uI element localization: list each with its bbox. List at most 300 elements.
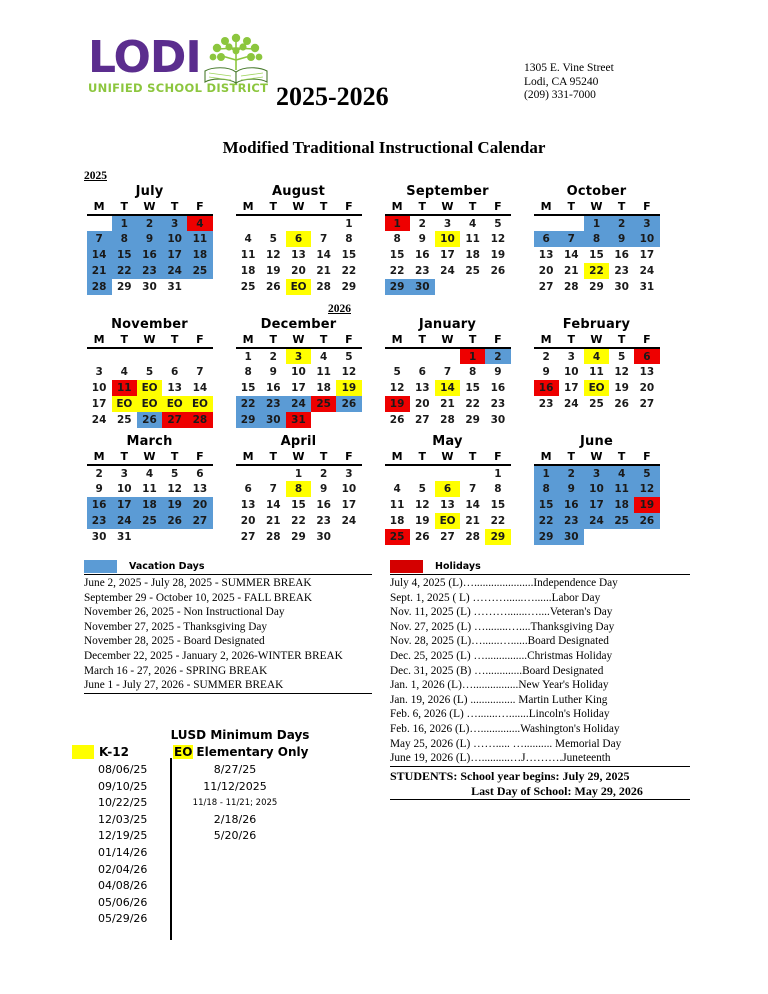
day-cell: 3 (162, 215, 187, 231)
day-cell: 9 (269, 366, 277, 378)
month-table (87, 333, 213, 428)
day-cell: 23 (87, 513, 112, 529)
month-name: February (562, 317, 631, 332)
weekday-header-2: W (590, 200, 603, 213)
day-cell: 26 (614, 398, 629, 410)
day-cell: 22 (465, 398, 480, 410)
weekday-header-4: F (196, 450, 204, 463)
address-street: 1305 E. Vine Street (524, 62, 614, 74)
weekday-header-0: M (242, 450, 254, 463)
week-row (534, 279, 660, 295)
day-cell-empty (162, 348, 187, 364)
minimum-days-divider (170, 758, 172, 940)
weekday-header-1: T (269, 450, 278, 463)
address-city: Lodi, CA 95240 (524, 75, 599, 88)
day-cell: 29 (589, 281, 604, 293)
day-cell: 13 (639, 366, 655, 378)
day-cell: 12 (634, 481, 659, 497)
day-cell: 8 (286, 481, 311, 497)
week-row (385, 465, 511, 481)
holiday-legend-item: Jan. 1, 2026 (L)…................New Year's Holiday (390, 679, 609, 692)
weekday-header-4: F (196, 200, 204, 213)
day-cell: 9 (320, 483, 328, 495)
weekday-header-0: M (391, 450, 403, 463)
day-cell: 23 (137, 263, 162, 279)
school-year-title: 2025-2026 (276, 82, 389, 111)
day-cell: 21 (316, 265, 331, 277)
day-cell-empty (485, 279, 510, 295)
day-cell: 14 (563, 249, 579, 261)
k12-date-item: 05/29/26 (98, 912, 148, 926)
day-cell-empty (137, 348, 162, 364)
day-cell: 28 (87, 279, 112, 295)
day-cell: 8 (393, 233, 401, 245)
week-row (385, 396, 511, 412)
weekday-header-4: F (345, 333, 353, 346)
day-cell-empty (534, 412, 559, 428)
day-cell: 13 (291, 249, 306, 261)
day-cell: 26 (336, 396, 361, 412)
day-cell-empty (187, 348, 212, 364)
day-cell: 16 (316, 499, 331, 511)
weekday-header-4: F (494, 450, 502, 463)
day-cell: 18 (389, 515, 405, 527)
day-cell: 23 (614, 265, 629, 277)
day-cell: 31 (116, 531, 132, 543)
students-note-line2: Last Day of School: May 29, 2026 (471, 783, 643, 798)
day-cell: 22 (112, 263, 137, 279)
holidays-divider (390, 574, 690, 575)
day-cell: 3 (634, 215, 659, 231)
day-cell: 27 (162, 412, 187, 428)
day-cell: 18 (137, 497, 162, 513)
month-name: November (111, 317, 188, 332)
week-row (236, 412, 362, 428)
day-cell: 19 (385, 396, 410, 412)
month-name: April (280, 434, 317, 449)
holiday-legend-item: Sept. 1, 2025 ( L) ………......…......Labor Day (390, 591, 601, 604)
eo-date-item: 2/18/26 (213, 812, 257, 826)
day-cell: 12 (389, 382, 405, 394)
day-cell-empty (137, 529, 162, 545)
holiday-legend-item: Nov. 11, 2025 (L) ……….......…....Veteran's Day (390, 606, 613, 619)
district-logo (88, 32, 278, 102)
holiday-legend-item: May 25, 2026 (L) ……..... ….......... Memorial Day (390, 737, 622, 750)
day-cell-empty (584, 529, 609, 545)
day-cell: 30 (410, 279, 435, 295)
day-cell: 7 (196, 366, 204, 378)
year-label-row-1 (84, 170, 738, 184)
day-cell: 29 (485, 529, 510, 545)
day-cell: 25 (609, 513, 634, 529)
day-cell-empty (87, 348, 112, 364)
week-row (236, 263, 362, 279)
day-cell: 19 (634, 497, 659, 513)
day-cell: 5 (494, 218, 502, 230)
holiday-color-swatch (390, 560, 423, 573)
day-cell: 7 (320, 233, 328, 245)
day-cell: 2 (542, 351, 550, 363)
weekday-header-1: T (418, 200, 427, 213)
day-cell: EO (112, 396, 137, 412)
eo-date-item: 5/20/26 (213, 829, 257, 843)
day-cell: 16 (614, 249, 629, 261)
day-cell: 7 (559, 231, 584, 247)
day-cell: 30 (261, 412, 286, 428)
day-cell: 11 (112, 380, 137, 396)
week-row (534, 497, 660, 513)
day-cell: 8 (469, 366, 477, 378)
vacation-legend-title: Vacation Days (129, 560, 205, 572)
day-cell: 1 (244, 351, 252, 363)
day-cell: 5 (145, 366, 154, 378)
week-row (236, 231, 362, 247)
day-cell: 29 (116, 281, 132, 293)
weekday-header-3: T (319, 333, 328, 346)
month-name: September (406, 184, 489, 199)
week-row (534, 380, 660, 396)
day-cell: 5 (345, 351, 353, 363)
day-cell: 3 (567, 351, 575, 363)
day-cell: 30 (490, 414, 506, 426)
month-table (385, 333, 511, 428)
day-cell: 30 (559, 529, 584, 545)
day-cell: 8 (112, 231, 137, 247)
weekday-header-4: F (643, 450, 651, 463)
month-name: June (580, 434, 613, 449)
day-cell: EO (137, 396, 162, 412)
day-cell: EO (286, 279, 311, 295)
day-cell: 25 (311, 396, 336, 412)
holiday-legend-item: July 4, 2025 (L)….....................Independence Day (390, 577, 618, 589)
weekday-header-4: F (643, 333, 651, 346)
day-cell: 3 (443, 218, 452, 230)
day-cell: 2 (609, 215, 634, 231)
holiday-legend-item: Feb. 16, 2026 (L)…..............Washington's Holiday (390, 722, 620, 735)
day-cell: 22 (341, 265, 357, 277)
week-row (534, 513, 660, 529)
day-cell: 23 (316, 515, 331, 527)
weekday-header-1: T (269, 333, 278, 346)
day-cell: 3 (120, 468, 128, 480)
day-cell: 10 (162, 231, 187, 247)
day-cell: 2 (559, 465, 584, 481)
day-cell: 22 (584, 263, 609, 279)
day-cell: 20 (187, 497, 212, 513)
weekday-header-3: T (319, 200, 328, 213)
month-name: May (432, 434, 463, 449)
weekday-header-3: T (170, 200, 179, 213)
month-table (385, 450, 511, 545)
year-label-2025: 2025 (84, 170, 107, 182)
week-row (385, 263, 511, 279)
page-title: Modified Traditional Instructional Calendar (222, 138, 546, 157)
week-row (385, 497, 511, 513)
week-row (87, 465, 213, 481)
day-cell: 15 (589, 249, 604, 261)
day-cell: 17 (639, 249, 655, 261)
month-row-3 (84, 434, 738, 545)
day-cell: 9 (137, 231, 162, 247)
month-table (236, 200, 362, 295)
weekday-header-1: T (567, 333, 576, 346)
weekday-header-0: M (93, 333, 105, 346)
day-cell: 26 (137, 412, 162, 428)
eo-date-item: 11/12/2025 (203, 779, 267, 793)
day-cell: 20 (291, 265, 306, 277)
day-cell: EO (162, 396, 187, 412)
day-cell: 12 (167, 483, 182, 495)
day-cell: 2 (320, 468, 328, 480)
day-cell: 4 (120, 366, 128, 378)
week-row (87, 412, 213, 428)
day-cell-empty (634, 529, 659, 545)
month-name: July (135, 184, 164, 199)
day-cell: 4 (584, 348, 609, 364)
day-cell-empty (435, 279, 460, 295)
students-note (390, 767, 690, 800)
weekday-header-1: T (120, 200, 129, 213)
day-cell: 11 (389, 499, 405, 511)
weekday-header-0: M (93, 450, 105, 463)
weekday-header-2: W (143, 333, 156, 346)
holiday-legend-item: Dec. 31, 2025 (B) ….............Board Designated (390, 664, 604, 677)
day-cell: 11 (316, 366, 331, 378)
day-cell: 13 (440, 499, 455, 511)
k12-date-item: 08/06/25 (98, 763, 148, 776)
day-cell: 8 (584, 231, 609, 247)
day-cell: 28 (316, 281, 331, 293)
week-row (87, 247, 213, 263)
day-cell: 13 (167, 382, 182, 394)
day-cell: 2 (418, 218, 426, 230)
day-cell: 30 (91, 531, 107, 543)
week-row (385, 247, 511, 263)
month-table (236, 333, 362, 428)
holiday-legend-item: Dec. 25, 2025 (L) …...............Christmas Holiday (390, 649, 613, 662)
day-cell: 20 (538, 265, 554, 277)
weekday-header-1: T (567, 200, 576, 213)
day-cell: 6 (534, 231, 559, 247)
day-cell: 17 (162, 247, 187, 263)
vacation-legend-header (84, 559, 372, 573)
year-label-row-2 (84, 303, 738, 317)
day-cell: 27 (240, 531, 256, 543)
month-block-july (84, 184, 215, 295)
day-cell: 16 (87, 497, 112, 513)
day-cell: 1 (494, 468, 502, 480)
day-cell: 16 (137, 247, 162, 263)
day-cell: 5 (171, 468, 179, 480)
vacation-color-swatch (84, 560, 117, 573)
week-row (236, 481, 362, 497)
week-row (236, 465, 362, 481)
month-name: January (418, 317, 477, 332)
week-row (87, 380, 213, 396)
day-cell: 24 (162, 263, 187, 279)
day-cell: 24 (563, 398, 579, 410)
day-cell: 21 (465, 515, 480, 527)
week-row (87, 396, 213, 412)
weekday-header-2: W (590, 333, 603, 346)
weekday-header-1: T (269, 200, 278, 213)
k12-date-item: 01/14/26 (98, 845, 148, 859)
day-cell: 10 (341, 483, 357, 495)
eo-date-list (180, 762, 290, 845)
day-cell: 17 (112, 497, 137, 513)
day-cell: 22 (291, 515, 306, 527)
weekday-header-1: T (418, 333, 427, 346)
day-cell: 22 (389, 265, 405, 277)
day-cell: 15 (534, 497, 559, 513)
day-cell: 31 (286, 412, 311, 428)
week-row (87, 481, 213, 497)
week-row (534, 348, 660, 364)
week-row (87, 263, 213, 279)
day-cell-empty (559, 412, 584, 428)
day-cell: 9 (559, 481, 584, 497)
month-row-2 (84, 317, 738, 428)
day-cell: 15 (291, 499, 306, 511)
minimum-days-columns (70, 744, 370, 939)
day-cell-empty (634, 412, 659, 428)
day-cell: 21 (440, 398, 455, 410)
day-cell: 6 (634, 348, 659, 364)
eo-date-item: 8/27/25 (213, 763, 257, 776)
week-row (87, 215, 213, 231)
day-cell: EO (435, 513, 460, 529)
month-name: December (260, 317, 337, 332)
weekday-header-4: F (643, 200, 651, 213)
holiday-legend-item: Nov. 28, 2025 (L)…......…......Board Designated (390, 635, 609, 648)
day-cell: 18 (465, 249, 480, 261)
week-row (87, 529, 213, 545)
month-table (385, 200, 511, 295)
day-cell-empty (187, 529, 212, 545)
week-row (236, 364, 362, 380)
month-row-1 (84, 184, 738, 295)
day-cell: 4 (320, 351, 328, 363)
day-cell: 24 (440, 265, 455, 277)
day-cell: 26 (162, 513, 187, 529)
day-cell: 21 (87, 263, 112, 279)
day-cell: 14 (192, 382, 208, 394)
day-cell: 19 (162, 497, 187, 513)
weekday-header-0: M (391, 333, 403, 346)
week-row (385, 513, 511, 529)
day-cell-empty (187, 279, 212, 295)
day-cell: 25 (465, 265, 480, 277)
day-cell-empty (609, 412, 634, 428)
day-cell: 7 (469, 483, 477, 495)
tree-book-icon (200, 32, 272, 92)
page-header (0, 0, 768, 120)
month-table (534, 333, 660, 428)
day-cell: 4 (609, 465, 634, 481)
day-cell: 19 (265, 265, 281, 277)
day-cell: 23 (559, 513, 584, 529)
day-cell: 25 (116, 414, 132, 426)
month-block-march (84, 434, 215, 545)
day-cell: 3 (584, 465, 609, 481)
week-row (236, 279, 362, 295)
weekday-header-0: M (540, 200, 552, 213)
vacation-legend-item: November 27, 2025 - Thanksgiving Day (84, 620, 268, 633)
day-cell: 11 (609, 481, 634, 497)
day-cell: 2 (485, 348, 510, 364)
day-cell: 13 (538, 249, 554, 261)
holidays-legend-title: Holidays (435, 560, 481, 572)
day-cell: 8 (244, 366, 252, 378)
week-row (87, 497, 213, 513)
day-cell: 26 (389, 414, 405, 426)
day-cell: 3 (345, 468, 353, 480)
day-cell: 24 (584, 513, 609, 529)
week-row (236, 497, 362, 513)
week-row (385, 481, 511, 497)
day-cell: 11 (187, 231, 212, 247)
week-row (385, 364, 511, 380)
month-block-november (84, 317, 215, 428)
district-address (524, 62, 614, 103)
day-cell: 26 (634, 513, 659, 529)
holiday-legend-item: Feb. 6, 2026 (L) ….......….......Lincoln's Holiday (390, 708, 610, 721)
day-cell: 5 (418, 483, 426, 495)
day-cell: 25 (240, 281, 256, 293)
day-cell: 22 (490, 515, 506, 527)
day-cell-empty (534, 215, 559, 231)
logo-tagline: UNIFIED SCHOOL DISTRICT (88, 81, 269, 95)
day-cell: 14 (265, 499, 281, 511)
day-cell: 21 (265, 515, 281, 527)
day-cell: 25 (385, 529, 410, 545)
week-row (534, 247, 660, 263)
day-cell: 10 (584, 481, 609, 497)
month-block-january (382, 317, 513, 428)
day-cell: 23 (414, 265, 430, 277)
logo-wordmark: LODI (88, 32, 201, 83)
day-cell: 6 (286, 231, 311, 247)
weekday-header-0: M (540, 333, 552, 346)
week-row (236, 513, 362, 529)
week-row (534, 396, 660, 412)
day-cell: 4 (145, 468, 154, 480)
day-cell: 17 (584, 497, 609, 513)
week-row (236, 348, 362, 364)
day-cell: 18 (316, 382, 331, 394)
day-cell: 7 (443, 366, 452, 378)
day-cell: 8 (345, 233, 353, 245)
day-cell: 13 (240, 499, 256, 511)
weekday-header-4: F (196, 333, 204, 346)
day-cell: 17 (563, 382, 579, 394)
day-cell: 24 (286, 396, 311, 412)
week-row (87, 231, 213, 247)
day-cell: 5 (634, 465, 659, 481)
week-row (385, 231, 511, 247)
week-row (236, 396, 362, 412)
day-cell: 4 (469, 218, 477, 230)
day-cell: 1 (584, 215, 609, 231)
day-cell: 30 (142, 281, 157, 293)
day-cell: 15 (490, 499, 506, 511)
day-cell-empty (336, 529, 361, 545)
day-cell: 15 (112, 247, 137, 263)
month-name: October (566, 184, 627, 199)
week-row (534, 465, 660, 481)
day-cell: 14 (435, 380, 460, 396)
day-cell: 21 (563, 265, 579, 277)
